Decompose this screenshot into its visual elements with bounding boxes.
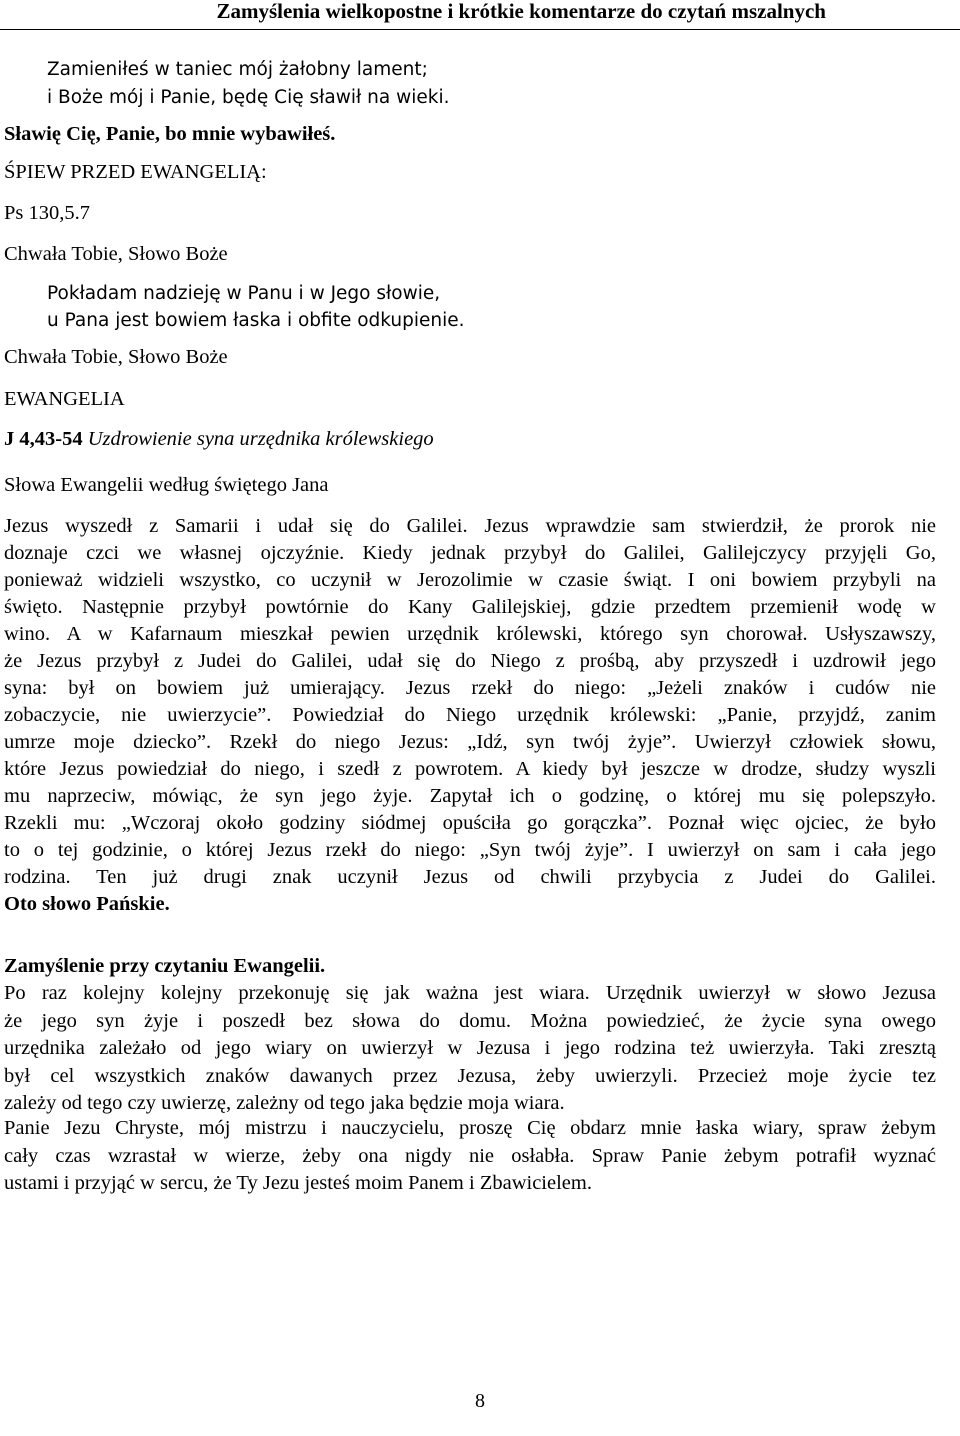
gospel-reference: J 4,43-54: [4, 428, 83, 450]
gospel-heading: EWANGELIA: [4, 388, 125, 410]
running-header: [0, 0, 960, 30]
gospel-title: [4, 428, 434, 451]
gospel-text-line: ponieważ widzieli wszystko, co uczynił w Jerozolimie w czasie świąt. I oni bowiem przybyli na: [4, 569, 936, 591]
prayer-line: ustami i przyjąć w sercu, że Ty Jezu jesteś moim Panem i Zbawicielem.: [4, 1172, 592, 1194]
gospel-text-line: syna: był on bowiem już umierający. Jezus rzekł do niego: „Jeżeli znaków i cudów nie: [4, 677, 936, 699]
reflection-line: Po raz kolejny kolejny przekonuję się jak ważna jest wiara. Urzędnik uwierzył w słowo Jezusa: [4, 982, 936, 1004]
gospel-text-line: które Jezus powiedział do niego, i szedł z powrotem. A kiedy był jeszcze w drodze, słudzy wyszli: [4, 758, 936, 780]
prayer-line: cały czas wzrastał w wierze, żeby ona nigdy nie osłabła. Spraw Panie żebym potrafił wyznać: [4, 1144, 936, 1167]
gospel-closing: Oto słowo Pańskie.: [4, 893, 170, 915]
reflection-heading: Zamyślenie przy czytaniu Ewangelii.: [4, 955, 326, 977]
acclamation-refrain-2: Chwała Tobie, Słowo Boże: [4, 346, 228, 368]
reflection-line: że jego syn żyje i poszedł bez słowa do domu. Można powiedzieć, że życie syna owego: [4, 1009, 936, 1032]
gospel-text-line: święto. Następnie przybył powtórnie do Kany Galilejskiej, gdzie przedtem przemienił wodę w: [4, 596, 936, 618]
gospel-text-line: że Jezus przybył z Judei do Galilei, udał się do Niego z prośbą, aby przyszedł i uzdrowił jego: [4, 650, 936, 672]
reflection-line: był cel wszystkich znaków dawanych przez Jezusa, żeby uwierzyli. Przecież moje życie tez: [4, 1064, 936, 1087]
gospel-text-line: doznaje czci we własnej ojczyźnie. Kiedy jednak przybył do Galilei, Galilejczycy przyjęli Go,: [4, 542, 936, 564]
prayer-line: Panie Jezu Chryste, mój mistrzu i nauczycielu, proszę Cię obdarz mnie łaska wiary, spraw żebym: [4, 1117, 936, 1139]
reflection-line: zależy od tego czy uwierzę, zależny od tego jaka będzie moja wiara.: [4, 1092, 565, 1114]
gospel-text-line: to o tej godzinie, o której Jezus rzekł do niego: „Syn twój żyje”. I uwierzył on sam i cała jego: [4, 839, 936, 861]
reflection-line: urzędnika zależało od jego wiary on uwierzył w Jezusa i jego rodzina też uwierzyła. Taki zresztą: [4, 1037, 936, 1059]
gospel-text-line: umrze moje dziecko”. Rzekł do niego Jezus: „Idź, syn twój żyje”. Uwierzył człowiek słowu,: [4, 731, 936, 753]
acclamation-reference: Ps 130,5.7: [4, 202, 91, 224]
reflection-paragraph-2: [4, 1115, 936, 1198]
acclamation-verse-line-1: Pokładam nadzieję w Panu i w Jego słowie,: [47, 283, 441, 304]
psalm-refrain: Sławię Cię, Panie, bo mnie wybawiłeś.: [4, 123, 336, 145]
gospel-text-line: rodzina. Ten już drugi znak uczynił Jezus od chwili przybycia z Judei do Galilei.: [4, 866, 936, 888]
gospel-subtitle: Uzdrowienie syna urzędnika królewskiego: [87, 428, 434, 450]
gospel-text-line: wino. A w Kafarnaum mieszkał pewien urzędnik królewski, którego syn chorował. Usłyszawszy,: [4, 623, 936, 645]
psalm-verse-line-1: Zamieniłeś w taniec mój żałobny lament;: [47, 59, 428, 80]
gospel-text-line: Jezus wyszedł z Samarii i udał się do Galilei. Jezus wprawdzie sam stwierdził, że prorok nie: [4, 515, 936, 537]
gospel-text: [4, 513, 936, 918]
page-number: 8: [475, 1390, 485, 1412]
gospel-intro: Słowa Ewangelii według świętego Jana: [4, 474, 329, 496]
acclamation-verse-line-2: u Pana jest bowiem łaska i obfite odkupienie.: [47, 310, 465, 331]
gospel-text-line: zobaczycie, nie uwierzycie”. Powiedział do Niego urzędnik królewski: „Panie, przyjdź, zanim: [4, 704, 936, 726]
gospel-text-line: Rzekli mu: „Wczoraj około godziny siódmej opuściła go gorączka”. Poznał więc ojciec, że było: [4, 812, 936, 834]
psalm-verse-line-2: i Boże mój i Panie, będę Cię sławił na wieki.: [47, 87, 450, 108]
header-title: Zamyślenia wielkopostne i krótkie komentarze do czytań mszalnych: [216, 0, 826, 23]
acclamation-refrain-1: Chwała Tobie, Słowo Boże: [4, 243, 228, 265]
acclamation-heading: ŚPIEW PRZED EWANGELIĄ:: [4, 161, 267, 183]
gospel-text-line: mu naprzeciw, mówiąc, że syn jego żyje. Zapytał ich o godzinę, o której mu się polepszyło.: [4, 785, 936, 807]
reflection-paragraph-1: [4, 980, 936, 1118]
